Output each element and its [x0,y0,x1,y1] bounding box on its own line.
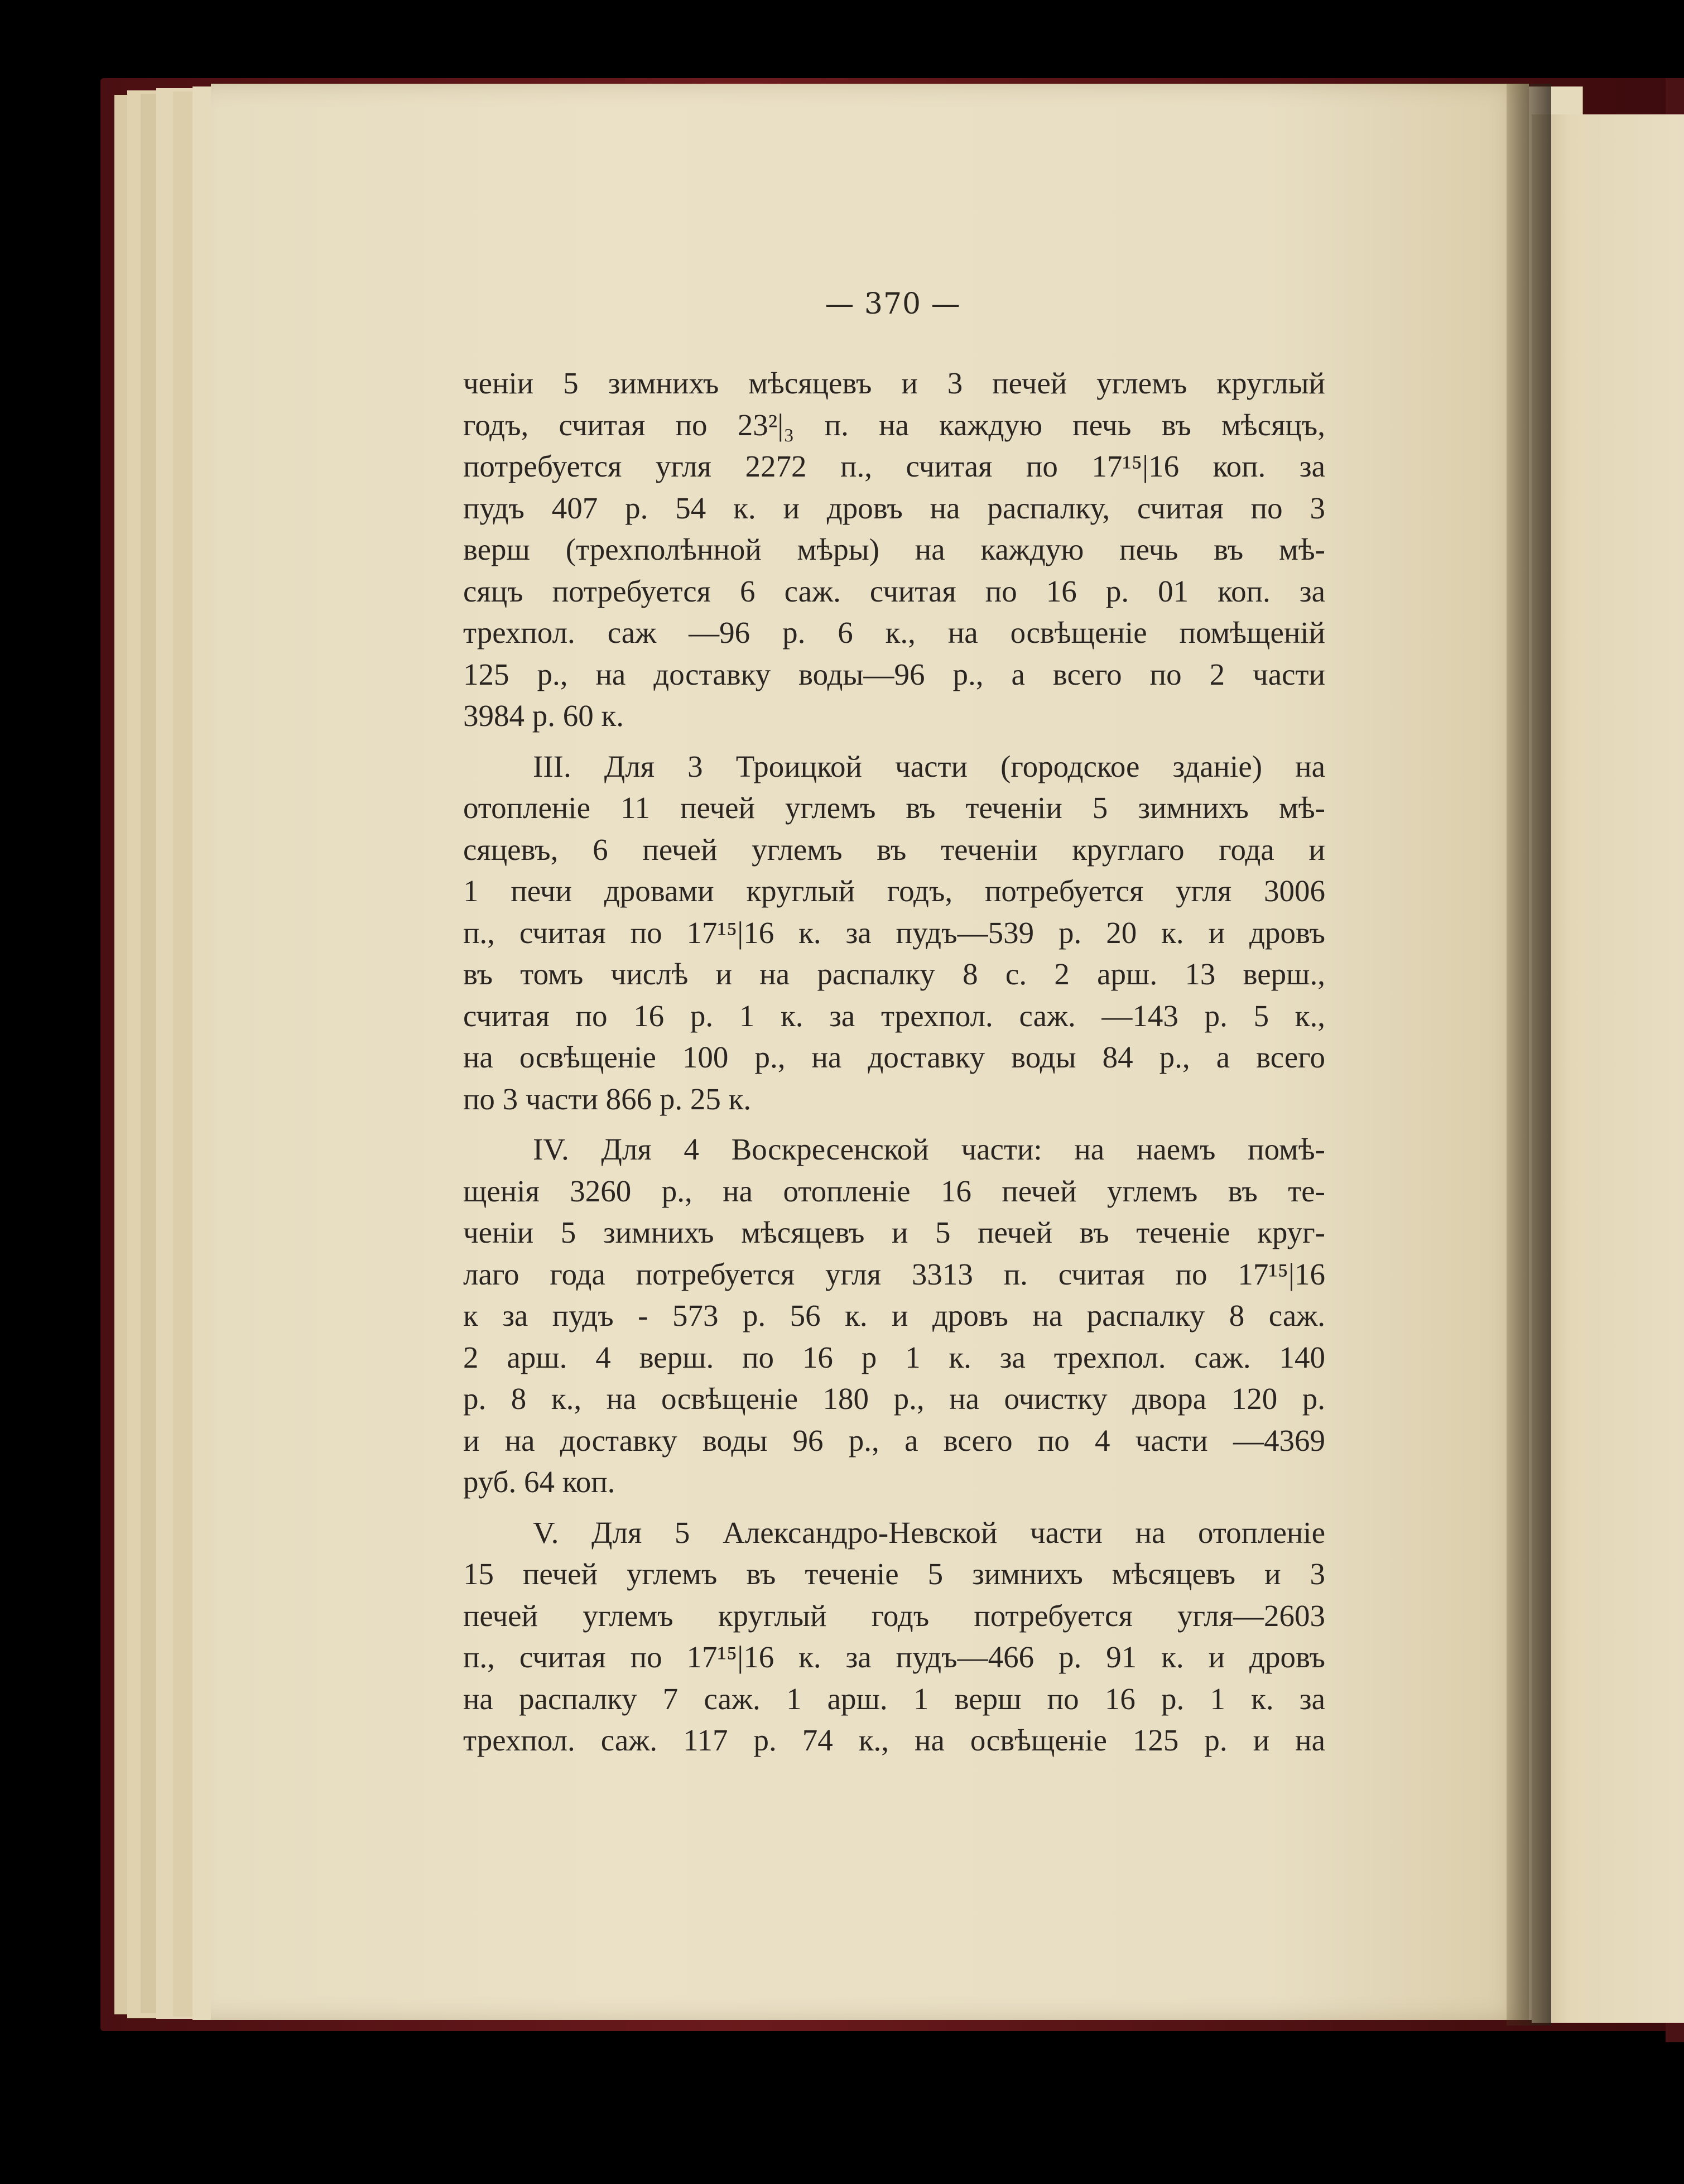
text-line: к за пудъ - 573 р. 56 к. и дровъ на распалку 8 саж. [463,1298,1325,1332]
text-line: въ томъ числѣ и на распалку 8 с. 2 арш. 13 верш., [463,957,1325,991]
text-line: 125 р., на доставку воды—96 р., а всего по 2 части [463,657,1325,691]
text-line: IV. Для 4 Воскресенской части: на наемъ помѣ- [533,1132,1325,1166]
text-line: V. Для 5 Александро-Невской части на отопленіе [533,1515,1325,1550]
text-line: р. 8 к., на освѣщеніе 180 р., на очистку двора 120 р. [463,1382,1325,1416]
text-line: трехпол. саж. 117 р. 74 к., на освѣщеніе 125 р. и на [463,1723,1325,1757]
paragraph-gap [463,1120,1325,1129]
text-line: отопленіе 11 печей углемъ въ теченіи 5 зимнихъ мѣ- [463,791,1325,825]
text-line: лаго года потребуется угля 3313 п. считая по 17¹⁵|16 [463,1257,1325,1291]
page-number: — 370 — [825,287,961,321]
body-text [463,363,1325,1762]
text-line: п., считая по 17¹⁵|16 к. за пудъ—539 р. 20 к. и дровъ [463,915,1325,950]
book-gutter [1507,84,1551,2026]
text-line: III. Для 3 Троицкой части (городское зданіе) на [533,749,1325,783]
text-line: 3984 р. 60 к. [463,699,624,733]
paragraph-gap [463,1503,1325,1512]
text-line: трехпол. саж —96 р. 6 к., на освѣщеніе помѣщеній [463,615,1325,650]
text-line: 15 печей углемъ въ теченіе 5 зимнихъ мѣсяцевъ и 3 [463,1557,1325,1591]
text-line: верш (трехполѣнной мѣры) на каждую печь въ мѣ- [463,532,1325,566]
text-line: и на доставку воды 96 р., а всего по 4 части —4369 [463,1423,1325,1457]
text-line: на освѣщеніе 100 р., на доставку воды 84 р., а всего [463,1040,1325,1074]
text-line: пудъ 407 р. 54 к. и дровъ на распалку, считая по 3 [463,490,1325,525]
text-line: ченіи 5 зимнихъ мѣсяцевъ и 3 печей углемъ круглый [463,366,1325,400]
text-line: считая по 16 р. 1 к. за трехпол. саж. —143 р. 5 к., [463,998,1325,1033]
text-line: на распалку 7 саж. 1 арш. 1 верш по 16 р. 1 к. за [463,1681,1325,1716]
text-line: щенія 3260 р., на отопленіе 16 печей углемъ въ те- [463,1173,1325,1208]
text-line: ченіи 5 зимнихъ мѣсяцевъ и 5 печей въ теченіе круг- [463,1215,1325,1249]
paragraph-gap [463,737,1325,746]
text-line: сяцъ потребуется 6 саж. считая по 16 р. 01 коп. за [463,574,1325,608]
facing-page [1532,114,1684,2023]
text-line: печей углемъ круглый годъ потребуется угля—2603 [463,1598,1325,1633]
text-line: потребуется угля 2272 п., считая по 17¹⁵|16 коп. за [463,449,1325,483]
text-line: п., считая по 17¹⁵|16 к. за пудъ—466 р. 91 к. и дровъ [463,1640,1325,1674]
text-line: сяцевъ, 6 печей углемъ въ теченіи круглаго года и [463,832,1325,867]
text-line: 1 печи дровами круглый годъ, потребуется угля 3006 [463,874,1325,908]
text-line: по 3 части 866 р. 25 к. [463,1081,752,1116]
text-line: руб. 64 коп. [463,1465,615,1499]
text-line: 2 арш. 4 верш. по 16 р 1 к. за трехпол. саж. 140 [463,1340,1325,1374]
text-line: годъ, считая по 23²|₃ п. на каждую печь въ мѣсяцъ, [463,407,1325,442]
